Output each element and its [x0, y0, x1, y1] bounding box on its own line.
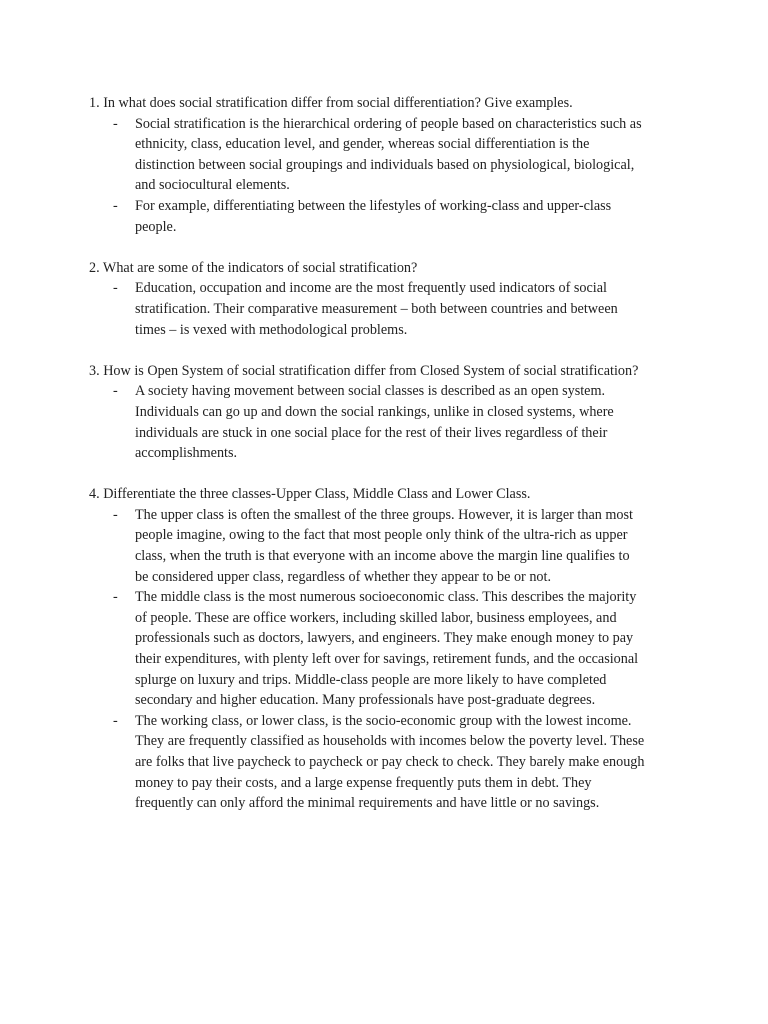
- answer-line: accomplishments.: [135, 445, 238, 462]
- answer-line: Social stratification is the hierarchical ordering of people based on characteristics such as: [135, 115, 642, 132]
- answer-line: frequently can only afford the minimal requirements and have little or no savings.: [135, 795, 600, 812]
- question-text: 1. In what does social stratification differ from social differentiation? Give examples.: [89, 95, 573, 111]
- question-block: [89, 361, 689, 464]
- question-text: 2. What are some of the indicators of social stratification?: [89, 259, 418, 276]
- answer-line: class, when the truth is that everyone with an income above the margin line qualifies to: [135, 548, 630, 565]
- answer-item: [89, 505, 689, 587]
- bullet-dash: -: [113, 383, 118, 400]
- answer-item: [89, 587, 689, 711]
- question-block: [89, 484, 689, 814]
- question-text: 4. Differentiate the three classes-Upper Class, Middle Class and Lower Class.: [89, 486, 531, 503]
- answer-line: professionals such as doctors, lawyers, and engineers. They make enough money to pay: [135, 630, 634, 647]
- document-body: [89, 93, 689, 834]
- answer-line: The middle class is the most numerous socioeconomic class. This describes the majority: [135, 589, 637, 606]
- answer-line: ethnicity, class, education level, and gender, whereas social differentiation is the: [135, 136, 590, 153]
- answer-line: individuals are stuck in one social place for the rest of their lives regardless of their: [135, 424, 608, 441]
- answer-line: distinction between social groupings and individuals based on physiological, biological,: [135, 156, 635, 173]
- bullet-dash: -: [113, 197, 118, 214]
- answer-line: be considered upper class, regardless of whether they appear to be or not.: [135, 568, 552, 585]
- answer-line: splurge on luxury and trips. Middle-class people are more likely to have completed: [135, 671, 607, 688]
- bullet-dash: -: [113, 115, 118, 132]
- bullet-dash: -: [113, 712, 118, 729]
- answer-line: are folks that live paycheck to paycheck or pay check to check. They barely make enough: [135, 754, 645, 770]
- answer-item: [89, 381, 689, 463]
- answer-line: secondary and higher education. Many professionals have post-graduate degrees.: [135, 692, 596, 709]
- answer-line: The upper class is often the smallest of the three groups. However, it is larger than most: [135, 506, 633, 523]
- answer-list: [89, 505, 689, 814]
- answer-line: They are frequently classified as households with incomes below the poverty level. These: [135, 733, 645, 750]
- bullet-dash: -: [113, 506, 118, 523]
- answer-line: stratification. Their comparative measurement – both between countries and between: [135, 300, 618, 317]
- answer-item: [89, 114, 689, 196]
- question-block: [89, 258, 689, 340]
- answer-line: times – is vexed with methodological problems.: [135, 321, 408, 338]
- question-block: [89, 93, 689, 237]
- bullet-dash: -: [113, 589, 118, 606]
- answer-line: Individuals can go up and down the social rankings, unlike in closed systems, where: [135, 403, 614, 420]
- answer-line: their expenditures, with plenty left over for savings, retirement funds, and the occasional: [135, 651, 639, 668]
- answer-list: [89, 278, 689, 340]
- bullet-dash: -: [113, 280, 118, 297]
- answer-line: people imagine, owing to the fact that most people only think of the ultra-rich as upper: [135, 527, 628, 544]
- answer-line: and sociocultural elements.: [135, 177, 290, 194]
- answer-line: people.: [135, 218, 177, 235]
- answer-list: [89, 381, 689, 463]
- answer-item: [89, 196, 689, 237]
- answer-line: Education, occupation and income are the most frequently used indicators of social: [135, 280, 607, 297]
- answer-line: For example, differentiating between the lifestyles of working-class and upper-class: [135, 197, 612, 214]
- answer-list: [89, 114, 689, 238]
- answer-item: [89, 711, 689, 814]
- answer-line: A society having movement between social classes is described as an open system.: [135, 383, 606, 400]
- answer-line: The working class, or lower class, is the socio-economic group with the lowest income.: [135, 712, 632, 729]
- answer-item: [89, 278, 689, 340]
- answer-line: of people. These are office workers, including skilled labor, business employees, and: [135, 609, 617, 626]
- answer-line: money to pay their costs, and a large expense frequently puts them in debt. They: [135, 774, 592, 791]
- question-text: 3. How is Open System of social stratification differ from Closed System of social stratification?: [89, 362, 639, 379]
